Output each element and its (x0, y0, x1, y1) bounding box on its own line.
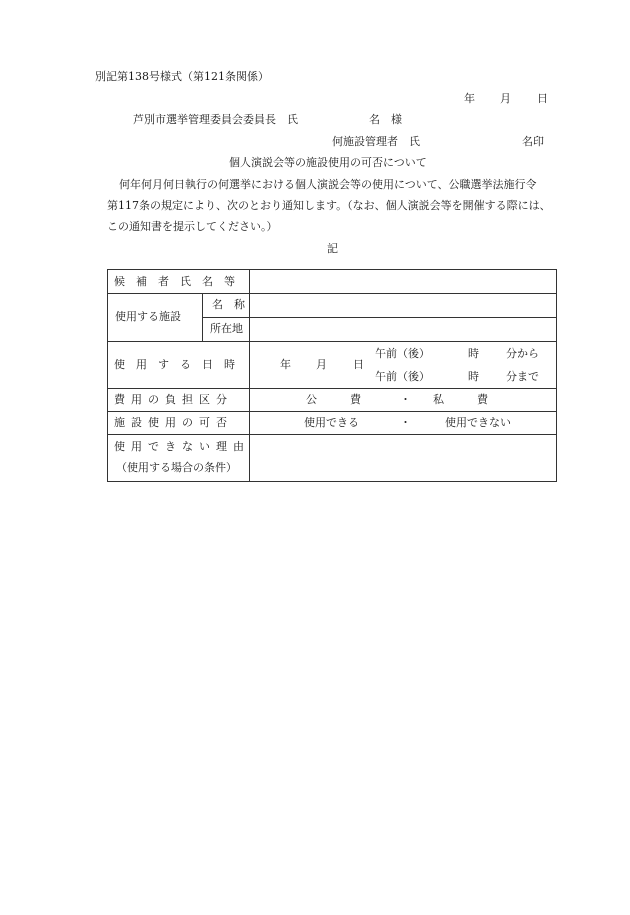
document-title: 個人演説会等の施設使用の可否について (229, 156, 427, 169)
permit-yes[interactable]: 使用できる (304, 416, 359, 429)
dt-start-min: 分から (506, 347, 539, 360)
permit-label: 施設使用の可否 (114, 416, 233, 429)
reason-label: 使用できない理由 (114, 440, 250, 453)
permit-separator: ・ (400, 416, 411, 429)
candidate-label-text: 候補者氏名等 (114, 275, 246, 288)
ki-heading: 記 (327, 242, 338, 255)
body-line-2: 第117条の規定により、次のとおり通知します。（なお、個人演説会等を開催する際には、 (107, 199, 551, 212)
facility-name-label: 名 称 (212, 298, 245, 311)
dt-start-hour: 時 (468, 347, 479, 360)
facility-label: 使用する施設 (115, 310, 181, 323)
dt-end-ampm: 午前（後） (375, 370, 430, 383)
datetime-label: 使用する日時 (114, 358, 246, 371)
permit-no[interactable]: 使用できない (445, 416, 511, 429)
sender-seal: 名印 (522, 135, 544, 148)
cost-private[interactable]: 私 費 (433, 393, 488, 406)
row-divider (108, 388, 556, 389)
dt-month: 月 (316, 358, 327, 371)
recipient-name: 名 様 (369, 113, 402, 126)
body-line-3: この通知書を提示してください。） (107, 220, 278, 233)
date-month: 月 (500, 92, 511, 105)
dt-day: 日 (353, 358, 364, 371)
dt-end-hour: 時 (468, 370, 479, 383)
cost-public[interactable]: 公 費 (306, 393, 361, 406)
recipient: 芦別市選挙管理委員会委員長 氏 (133, 113, 298, 126)
candidate-value-cell[interactable] (250, 270, 556, 293)
notification-table (107, 269, 557, 482)
facility-address-label: 所在地 (210, 322, 243, 335)
dt-start-ampm: 午前（後） (375, 347, 430, 360)
sender-title: 何施設管理者 氏 (332, 135, 420, 148)
cost-separator: ・ (400, 393, 411, 406)
reason-sublabel: （使用する場合の条件） (116, 461, 237, 474)
column-divider (202, 293, 203, 341)
candidate-label (114, 275, 246, 289)
reason-value-cell[interactable] (250, 435, 556, 481)
facility-address-value-cell[interactable] (250, 318, 556, 341)
facility-name-value-cell[interactable] (250, 294, 556, 317)
row-divider (108, 411, 556, 412)
dt-year: 年 (280, 358, 291, 371)
cost-label: 費用の負担区分 (114, 393, 233, 406)
date-year: 年 (464, 92, 475, 105)
form-number: 別記第138号様式（第121条関係） (95, 70, 269, 83)
row-divider (108, 341, 556, 342)
dt-end-min: 分まで (506, 370, 539, 383)
body-line-1: 何年何月何日執行の何選挙における個人演説会等の使用について、公職選挙法施行令 (119, 178, 537, 191)
date-day: 日 (537, 92, 548, 105)
